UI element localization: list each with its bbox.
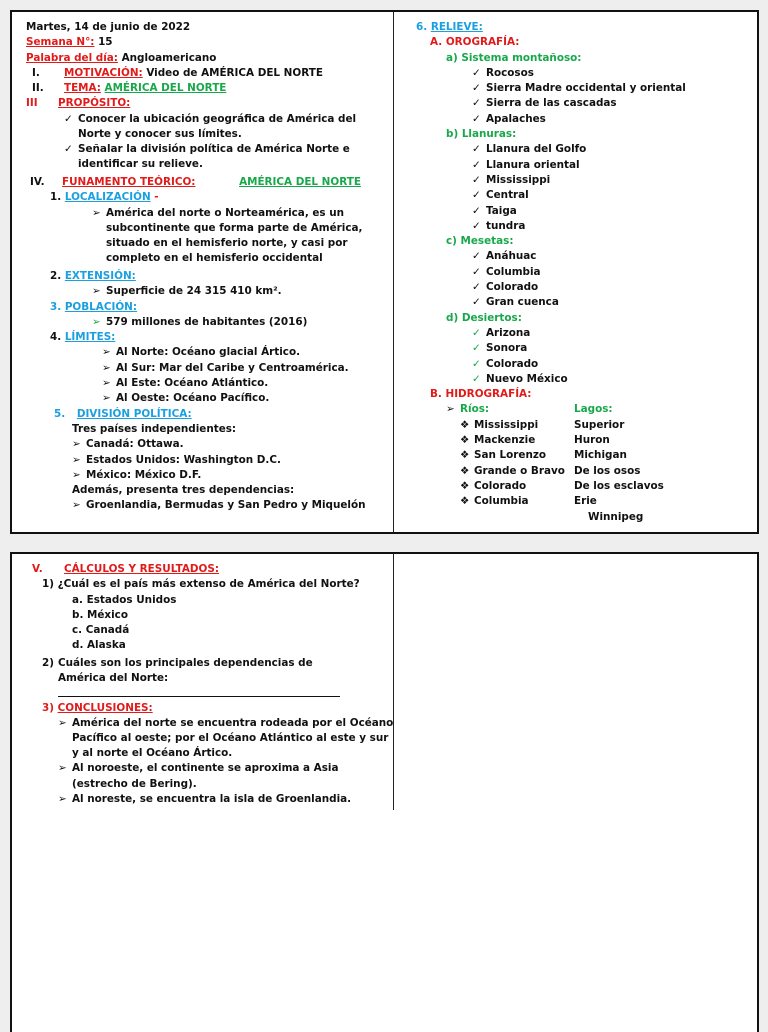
meseta-item: ✓ Gran cuenca <box>414 295 754 310</box>
check-icon: ✓ <box>64 112 73 125</box>
lago-item: Erie <box>574 495 597 508</box>
fundamento-line <box>26 175 386 190</box>
llanura-item: ✓ Llanura del Golfo <box>414 142 754 157</box>
llanura-item: ✓ Llanura oriental <box>414 158 754 173</box>
diamond-bullet-icon: ❖ <box>460 449 470 462</box>
desierto-item: ✓ Colorado <box>414 357 754 372</box>
desierto-item: ✓ Arizona <box>414 326 754 341</box>
section-letter: A. <box>430 36 443 49</box>
desierto-item: ✓ Sonora <box>414 341 754 356</box>
check-icon: ✓ <box>472 326 481 339</box>
arrow-bullet-icon: ➢ <box>446 403 455 416</box>
item-number: 2. <box>50 270 62 282</box>
fundamento-value: AMÉRICA DEL NORTE <box>239 176 361 189</box>
right-column <box>414 20 754 525</box>
check-icon: ✓ <box>472 158 481 171</box>
pais-item: ➢ Estados Unidos: Washington D.C. <box>26 453 386 468</box>
lago-item: De los osos <box>574 464 641 477</box>
arrow-bullet-icon: ➢ <box>92 206 101 219</box>
rio-item: ❖ Mackenzie <box>460 433 574 448</box>
arrow-bullet-icon: ➢ <box>102 361 111 374</box>
check-icon: ✓ <box>472 143 481 156</box>
pais-item: ➢ Canadá: Ottawa. <box>26 437 386 452</box>
calculos-heading <box>26 562 386 577</box>
orografia-label: OROGRAFÍA: <box>445 36 520 49</box>
rio-lago-row <box>414 479 754 494</box>
extension-label: EXTENSIÓN: <box>64 270 136 282</box>
diamond-bullet-icon: ❖ <box>460 418 470 431</box>
proposito-item: ✓ Conocer la ubicación geográfica de América del Norte y conocer sus límites. <box>64 112 357 140</box>
sistema-item: ✓ Apalaches <box>414 112 754 127</box>
section-number: IV. <box>30 176 45 189</box>
check-icon: ✓ <box>472 97 481 110</box>
calculos-column <box>26 562 394 807</box>
conclusion-item: ➢ América del norte se encuentra rodeada por el Océano Pacífico al oeste; por el Océano Atlántico al este y sur y al norte el Océano Ártico. <box>58 717 394 760</box>
extension-heading <box>26 269 386 284</box>
dependencias-item: ➢ Groenlandia, Bermudas y San Pedro y Miquelón <box>26 498 386 513</box>
arrow-bullet-icon: ➢ <box>92 285 101 298</box>
limite-item: ➢ Al Oeste: Océano Pacífico. <box>26 391 386 406</box>
palabra-label: Palabra del día: <box>26 51 118 64</box>
rio-lago-row <box>414 464 754 479</box>
section-number: I. <box>32 66 40 79</box>
conclusiones-label: CONCLUSIONES: <box>57 701 153 714</box>
hidrografia-heading: B. HIDROGRAFÍA: <box>430 388 532 401</box>
rio-item: ❖ Colorado <box>460 479 574 494</box>
rio-lago-row <box>414 418 754 433</box>
rios-label: ➢ Ríos: <box>446 402 574 417</box>
division-heading <box>26 407 386 422</box>
llanura-item: ✓ Mississippi <box>414 173 754 188</box>
conclusion-item: ➢ Al noreste, se encuentra la isla de Groenlandia. <box>26 792 394 807</box>
rio-lago-row <box>414 448 754 463</box>
rio-lago-row <box>414 433 754 448</box>
division-intro: Tres países independientes: <box>72 422 237 435</box>
semana-label: Semana N°: <box>26 36 95 49</box>
desierto-item: ✓ Nuevo México <box>414 372 754 387</box>
check-icon: ✓ <box>472 66 481 79</box>
orografia-heading <box>414 35 754 50</box>
check-icon: ✓ <box>472 342 481 355</box>
check-icon: ✓ <box>472 173 481 186</box>
item-number: 3. <box>50 300 62 313</box>
semana-line <box>26 35 386 50</box>
limites-label: LÍMITES: <box>64 331 116 344</box>
check-icon: ✓ <box>472 250 481 263</box>
fundamento-label: FUNAMENTO TEÓRICO: <box>62 176 196 189</box>
check-icon: ✓ <box>472 219 481 232</box>
desiertos-heading: d) Desiertos: <box>446 311 522 324</box>
check-icon: ✓ <box>472 281 481 294</box>
limite-item: ➢ Al Sur: Mar del Caribe y Centroamérica. <box>26 361 386 376</box>
motivacion-value: Video de AMÉRICA DEL NORTE <box>146 66 323 79</box>
lago-item: De los esclavos <box>574 479 664 492</box>
lago-item: Superior <box>574 418 625 431</box>
limite-item: ➢ Al Norte: Océano glacial Ártico. <box>26 345 386 360</box>
check-icon: ✓ <box>472 189 481 202</box>
arrow-bullet-icon: ➢ <box>72 468 81 481</box>
motivacion-line <box>26 66 386 81</box>
question-2: 2) Cuáles son los principales dependencias de América del Norte: <box>42 656 313 684</box>
meseta-item: ✓ Anáhuac <box>414 249 754 264</box>
question-option: c. Canadá <box>72 624 130 637</box>
check-icon: ✓ <box>472 204 481 217</box>
rio-item: ❖ Grande o Bravo <box>460 464 574 479</box>
arrow-bullet-icon: ➢ <box>58 717 67 730</box>
arrow-bullet-icon: ➢ <box>92 315 101 328</box>
limites-heading <box>26 330 386 345</box>
item-number: 6. <box>416 21 428 33</box>
semana-value: 15 <box>98 36 113 49</box>
arrow-bullet-icon: ➢ <box>102 346 111 359</box>
check-icon: ✓ <box>472 296 481 309</box>
division-label: DIVISIÓN POLÍTICA: <box>76 407 192 420</box>
arrow-bullet-icon: ➢ <box>72 453 81 466</box>
question-option: a. Estados Unidos <box>72 593 177 606</box>
question-1: 1) ¿Cuál es el país más extenso de América del Norte? <box>42 578 360 591</box>
lagos-label: Lagos: <box>574 403 613 416</box>
check-icon: ✓ <box>472 82 481 95</box>
diamond-bullet-icon: ❖ <box>460 434 470 447</box>
arrow-bullet-icon: ➢ <box>102 392 111 405</box>
check-icon: ✓ <box>64 142 73 155</box>
diamond-bullet-icon: ❖ <box>460 464 470 477</box>
arrow-bullet-icon: ➢ <box>72 438 81 451</box>
motivacion-label: MOTIVACIÓN: <box>64 66 143 79</box>
check-icon: ✓ <box>472 265 481 278</box>
localizacion-label: LOCALIZACIÓN <box>64 191 151 204</box>
extension-text: ➢ Superficie de 24 315 410 km². <box>26 284 386 299</box>
check-icon: ✓ <box>472 357 481 370</box>
worksheet-page-1 <box>10 10 759 534</box>
rio-item: ❖ Columbia <box>460 494 574 509</box>
item-number: 4. <box>50 331 62 344</box>
arrow-bullet-icon: ➢ <box>58 792 67 805</box>
lago-item: Winnipeg <box>588 510 644 523</box>
answer-line[interactable] <box>58 686 340 697</box>
sistema-heading: a) Sistema montañoso: <box>446 51 582 64</box>
poblacion-heading <box>26 300 386 315</box>
dependencias-intro: Además, presenta tres dependencias: <box>72 484 295 497</box>
check-icon: ✓ <box>472 112 481 125</box>
rio-item: ❖ Mississippi <box>460 418 574 433</box>
meseta-item: ✓ Colorado <box>414 280 754 295</box>
rio-item: ❖ San Lorenzo <box>460 448 574 463</box>
arrow-bullet-icon: ➢ <box>102 377 111 390</box>
relieve-label: RELIEVE: <box>430 21 483 33</box>
lago-item: Huron <box>574 434 610 447</box>
question-option: d. Alaska <box>72 639 126 652</box>
llanura-item: ✓ Central <box>414 188 754 203</box>
conclusion-item: ➢ Al noroeste, el continente se aproxima a Asia (estrecho de Bering). <box>58 762 339 790</box>
left-column <box>26 20 386 514</box>
proposito-label: PROPÓSITO: <box>58 97 131 110</box>
mesetas-heading: c) Mesetas: <box>446 235 514 248</box>
tema-label: TEMA: <box>64 82 101 95</box>
limite-item: ➢ Al Este: Océano Atlántico. <box>26 376 386 391</box>
poblacion-text: ➢ 579 millones de habitantes (2016) <box>26 315 386 330</box>
section-number: II. <box>32 82 44 95</box>
check-icon: ✓ <box>472 372 481 385</box>
sistema-item: ✓ Rocosos <box>414 66 754 81</box>
worksheet-page-2 <box>10 552 759 1032</box>
localizacion-heading <box>26 190 386 205</box>
palabra-value: Angloamericano <box>121 51 217 64</box>
sistema-item: ✓ Sierra Madre occidental y oriental <box>414 81 754 96</box>
rio-lago-row <box>414 494 754 509</box>
section-number: III <box>26 97 38 110</box>
column-divider <box>393 12 394 532</box>
question-option: b. México <box>72 608 128 621</box>
arrow-bullet-icon: ➢ <box>58 762 67 775</box>
conclusiones-heading: 3) CONCLUSIONES: <box>42 701 153 714</box>
tema-value: AMÉRICA DEL NORTE <box>104 82 227 95</box>
rios-lagos-header <box>414 402 754 417</box>
localizacion-dash: - <box>154 191 159 204</box>
calculos-label: CÁLCULOS Y RESULTADOS: <box>64 563 220 575</box>
llanuras-heading: b) Llanuras: <box>446 128 517 141</box>
item-number: 1. <box>50 191 62 204</box>
pais-item: ➢ México: México D.F. <box>26 468 386 483</box>
proposito-line <box>26 96 386 111</box>
diamond-bullet-icon: ❖ <box>460 495 470 508</box>
diamond-bullet-icon: ❖ <box>460 479 470 492</box>
meseta-item: ✓ Columbia <box>414 265 754 280</box>
section-number: V. <box>32 563 43 575</box>
poblacion-label: POBLACIÓN: <box>64 300 138 313</box>
llanura-item: ✓ tundra <box>414 219 754 234</box>
palabra-line <box>26 51 386 66</box>
sistema-item: ✓ Sierra de las cascadas <box>414 96 754 111</box>
tema-line <box>26 81 386 96</box>
lago-item: Michigan <box>574 449 627 462</box>
relieve-heading <box>414 20 754 35</box>
arrow-bullet-icon: ➢ <box>72 499 81 512</box>
date-line: Martes, 14 de junio de 2022 <box>26 21 191 33</box>
llanura-item: ✓ Taiga <box>414 204 754 219</box>
localizacion-text: ➢ América del norte o Norteamérica, es un subcontinente que forma parte de América, situado en el hemisferio norte, y casi por completo en el hemisferio occidental <box>92 206 363 264</box>
item-number: 5. <box>54 407 66 420</box>
proposito-item: ✓ Señalar la división política de América Norte e identificar su relieve. <box>64 142 350 171</box>
